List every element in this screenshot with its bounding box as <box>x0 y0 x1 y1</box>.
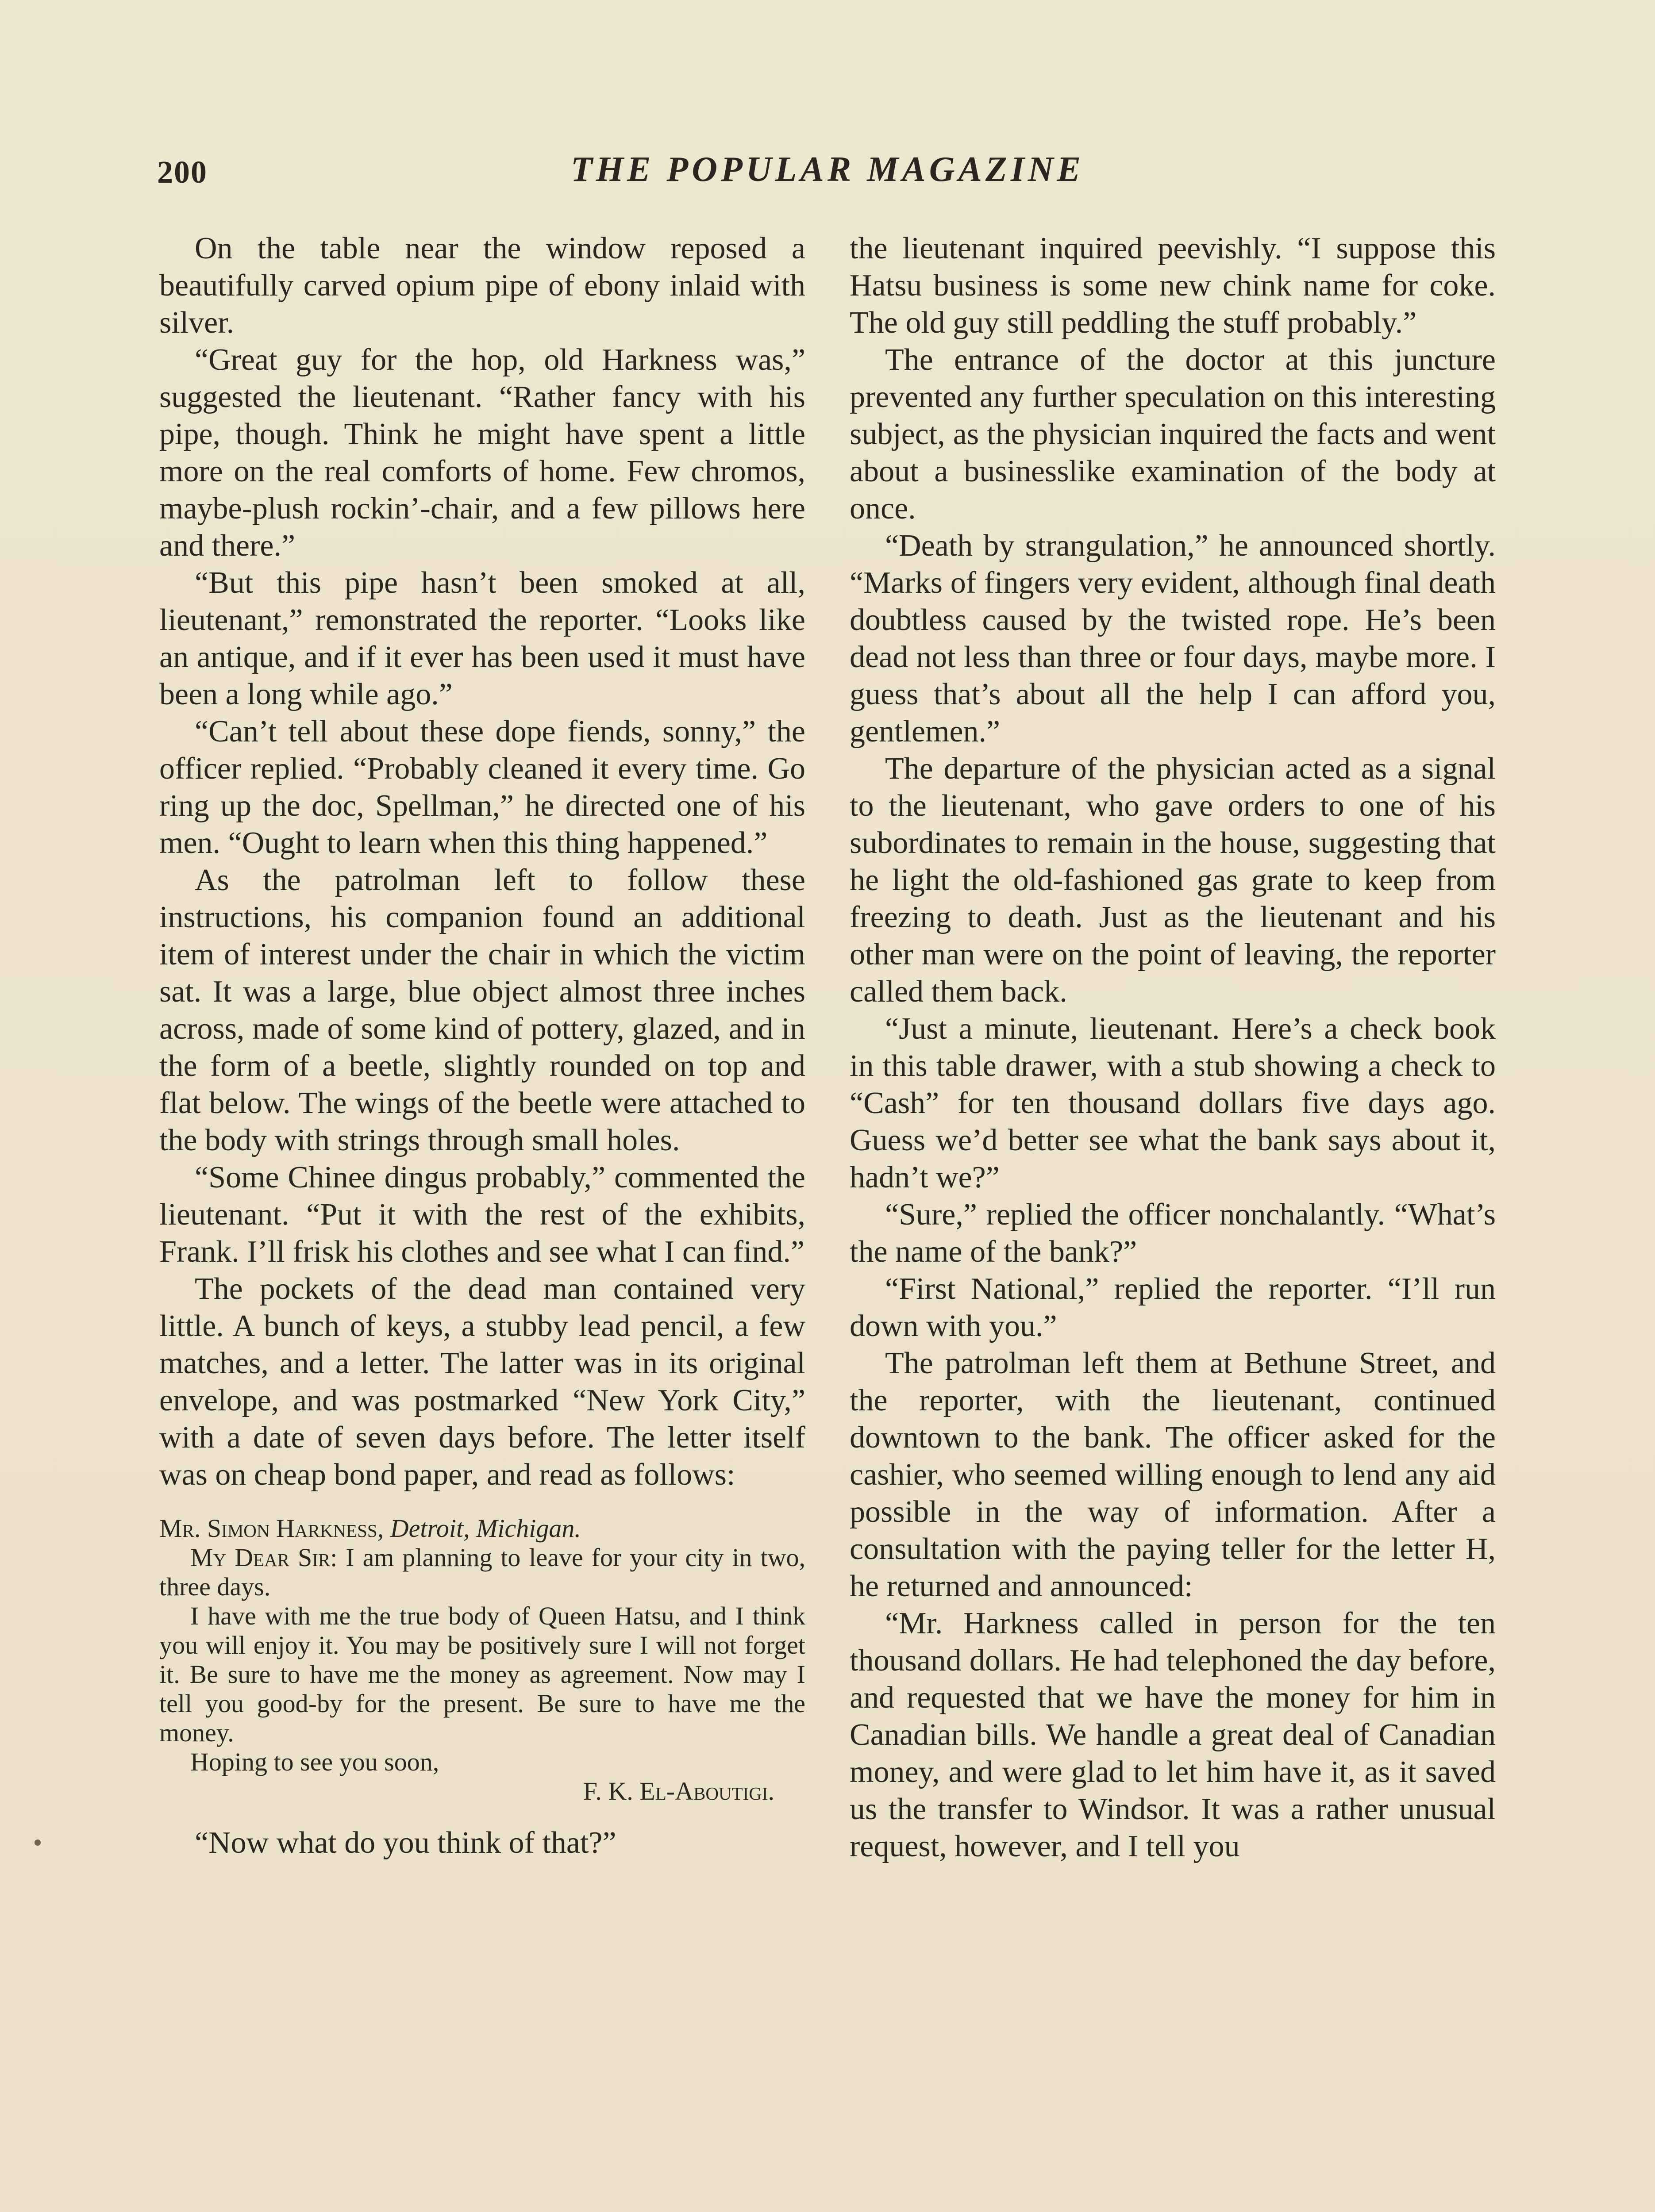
paragraph: “Just a minute, lieutenant. Here’s a check book in this table drawer, with a stub showing a check to “Cash” for ten thousand dollars five days ago. Guess we’d better see what the bank says about it, hadn’t we?” <box>850 1012 1496 1194</box>
right-column <box>850 230 1496 1865</box>
paragraph: The entrance of the doctor at this juncture prevented any further speculation on this interesting subject, as the physician inquired the facts and went about a businesslike examination of the body at once. <box>850 343 1496 526</box>
letter-body: I have with me the true body of Queen Hatsu, and I think you will enjoy it. You may be positively sure I will not forget it. Be sure to have me the money as agreement. Now may I tell you good-by for the present. Be sure to have me the money. <box>159 1601 805 1747</box>
paragraph: “Can’t tell about these dope fiends, sonny,” the officer replied. “Probably cleaned it every time. Go ring up the doc, Spellman,” he directed one of his men. “Ought to learn when this thing happened.” <box>159 714 805 860</box>
letter-salutation: My Dear Sir: <box>190 1543 338 1572</box>
paragraph: The departure of the physician acted as a signal to the lieutenant, who gave orders to one of his subordinates to remain in the house, suggesting that he light the old-fashioned gas grate to keep from freezing to death. Just as the lieutenant and his other man were on the point of leaving, the reporter called them back. <box>850 752 1496 1009</box>
paragraph: The pockets of the dead man contained very little. A bunch of keys, a stubby lead pencil, a few matches, and a letter. The latter was in its original envelope, and was postmarked “New York City,” with a date of seven days before. The letter itself was on cheap bond paper, and read as follows: <box>159 1272 805 1492</box>
running-title: THE POPULAR MAGAZINE <box>570 150 1085 189</box>
left-column <box>159 230 805 1862</box>
paragraph: “Death by strangulation,” he announced shortly. “Marks of fingers very evident, although final death doubtless caused by the twisted rope. He’s been dead not less than three or four days, maybe more. I guess that’s about all the help I can afford you, gentlemen.” <box>850 529 1496 749</box>
letter-salutation-rest: I am planning to leave for your city in two, three days. <box>159 1543 805 1601</box>
letter-addressee-name: Mr. Simon Harkness, <box>159 1514 384 1543</box>
paragraph: As the patrolman left to follow these instructions, his companion found an additional item of interest under the chair in which the victim sat. It was a large, blue object almost three inches across, made of some kind of pottery, glazed, and in the form of a beetle, slightly rounded on top and flat below. The wings of the beetle were attached to the body with strings through small holes. <box>159 863 805 1157</box>
page-number: 200 <box>157 154 208 190</box>
paragraph: “But this pipe hasn’t been smoked at all, lieutenant,” remonstrated the reporter. “Looks like an antique, and if it ever has been used it must have been a long while ago.” <box>159 566 805 711</box>
page-header <box>157 146 1498 195</box>
paragraph-continued: the lieutenant inquired peevishly. “I suppose this Hatsu business is some new chink name for coke. The old guy still peddling the stuff probably.” <box>850 231 1496 340</box>
letter-salutation-line <box>159 1543 805 1601</box>
letter-signature: F. K. El-Aboutigi. <box>583 1777 774 1805</box>
paragraph: “Great guy for the hop, old Harkness was,” suggested the lieutenant. “Rather fancy with his pipe, though. Think he might have spent a little more on the real comforts of home. Few chromos, maybe-plush rockin’-chair, and a few pillows here and there.” <box>159 343 805 563</box>
letter-addressee-place: Detroit, Michigan. <box>390 1514 581 1543</box>
paragraph: The patrolman left them at Bethune Street, and the reporter, with the lieutenant, continued downtown to the bank. The officer asked for the cashier, who seemed willing enough to lend any aid possible in the way of information. After a consultation with the paying teller for the letter H, he returned and announced: <box>850 1346 1496 1603</box>
quoted-letter <box>159 1514 805 1806</box>
paragraph: On the table near the window reposed a beautifully carved opium pipe of ebony inlaid with silver. <box>159 231 805 340</box>
paragraph: “Sure,” replied the officer nonchalantly. “What’s the name of the bank?” <box>850 1198 1496 1269</box>
paragraph: “First National,” replied the reporter. “I’ll run down with you.” <box>850 1272 1496 1343</box>
letter-addressee <box>159 1514 805 1543</box>
paragraph: “Now what do you think of that?” <box>195 1826 616 1860</box>
letter-closing: Hoping to see you soon, <box>190 1747 439 1776</box>
paragraph: “Mr. Harkness called in person for the ten thousand dollars. He had telephoned the day before, and requested that we have the money for him in Canadian bills. We handle a great deal of Canadian money, and were glad to let him have it, as it saved us the transfer to Windsor. It was a rather unusual request, however, and I tell you <box>850 1606 1496 1863</box>
paragraph: “Some Chinee dingus probably,” commented the lieutenant. “Put it with the rest of the exhibits, Frank. I’ll frisk his clothes and see what I can find.” <box>159 1160 805 1269</box>
print-speck <box>35 1839 41 1846</box>
